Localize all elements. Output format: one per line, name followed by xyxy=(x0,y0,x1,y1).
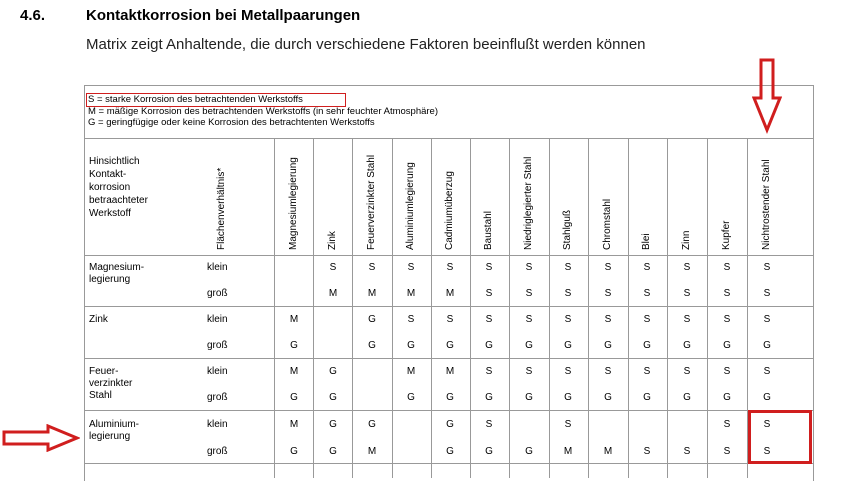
column-divider xyxy=(707,138,708,478)
matrix-cell: G xyxy=(723,340,731,351)
matrix-cell: G xyxy=(723,392,731,403)
column-header: Zinn xyxy=(681,230,692,250)
arrow-down-icon xyxy=(752,58,782,136)
ratio-value: klein xyxy=(207,314,228,325)
ratio-value: groß xyxy=(207,340,228,351)
column-header: Cadmiumüberzug xyxy=(444,171,455,250)
matrix-cell: G xyxy=(485,392,493,403)
matrix-cell: S xyxy=(485,419,493,430)
matrix-cell: G xyxy=(329,419,337,430)
matrix-cell: M xyxy=(289,419,299,430)
column-divider xyxy=(313,138,314,478)
column-header: Nichtrostender Stahl xyxy=(761,159,772,250)
column-header: Blei xyxy=(641,233,652,250)
matrix-cell: M xyxy=(289,314,299,325)
ratio-value: klein xyxy=(207,419,228,430)
matrix-cell: G xyxy=(446,419,454,430)
material-label: Magnesium- legierung xyxy=(89,262,145,285)
matrix-cell: S xyxy=(604,366,612,377)
matrix-cell: S xyxy=(525,288,533,299)
matrix-cell: S xyxy=(643,446,651,457)
matrix-cell: S xyxy=(643,366,651,377)
column-header: Chromstahl xyxy=(602,198,613,250)
column-divider xyxy=(588,138,589,478)
column-divider xyxy=(549,138,550,478)
highlight-box-nichtrostender-stahl xyxy=(748,410,812,464)
matrix-cell: S xyxy=(683,366,691,377)
matrix-cell: M xyxy=(406,366,416,377)
row-divider xyxy=(84,410,813,411)
matrix-cell: S xyxy=(368,262,376,273)
matrix-cell: S xyxy=(525,314,533,325)
matrix-cell: S xyxy=(564,288,572,299)
matrix-cell: G xyxy=(683,340,691,351)
row-header-label: Hinsichtlich Kontakt- korrosion betraachteter Werkstoff xyxy=(89,156,148,219)
arrow-right-icon xyxy=(2,424,80,452)
matrix-cell: S xyxy=(683,288,691,299)
ratio-column-header: Flächenverhältnis* xyxy=(216,167,227,250)
section-number: 4.6. xyxy=(20,7,46,24)
matrix-cell: S xyxy=(329,262,337,273)
matrix-cell: G xyxy=(368,314,376,325)
row-divider xyxy=(84,358,813,359)
matrix-cell: S xyxy=(525,366,533,377)
column-divider xyxy=(352,138,353,478)
material-label: Aluminium- legierung xyxy=(89,419,140,442)
matrix-cell: S xyxy=(604,288,612,299)
matrix-cell: G xyxy=(525,392,533,403)
matrix-cell: G xyxy=(368,340,376,351)
matrix-cell: S xyxy=(564,314,572,325)
column-divider xyxy=(470,138,471,478)
material-label: Zink xyxy=(89,314,108,325)
matrix-cell: S xyxy=(485,288,493,299)
matrix-cell: S xyxy=(485,366,493,377)
matrix-cell: S xyxy=(485,262,493,273)
matrix-cell: G xyxy=(564,392,572,403)
matrix-cell: G xyxy=(763,340,771,351)
matrix-cell: S xyxy=(564,366,572,377)
matrix-cell: S xyxy=(683,262,691,273)
matrix-cell: G xyxy=(564,340,572,351)
matrix-cell: G xyxy=(446,340,454,351)
matrix-cell: S xyxy=(763,419,771,430)
matrix-cell: M xyxy=(367,288,377,299)
column-header: Niedriglegierter Stahl xyxy=(523,156,534,250)
matrix-cell: S xyxy=(643,314,651,325)
matrix-cell: S xyxy=(643,262,651,273)
matrix-cell: G xyxy=(525,446,533,457)
matrix-cell: S xyxy=(763,366,771,377)
ratio-value: klein xyxy=(207,262,228,273)
matrix-cell: S xyxy=(763,314,771,325)
matrix-cell: S xyxy=(604,262,612,273)
column-header: Baustahl xyxy=(483,211,494,250)
legend-line-s: S = starke Korrosion des betrachtenden Werkstoffs xyxy=(88,94,303,105)
ratio-value: groß xyxy=(207,288,228,299)
column-divider xyxy=(628,138,629,478)
row-divider xyxy=(84,463,813,464)
matrix-cell: S xyxy=(643,288,651,299)
ratio-value: groß xyxy=(207,446,228,457)
matrix-cell: G xyxy=(329,366,337,377)
matrix-cell: S xyxy=(723,314,731,325)
matrix-cell: G xyxy=(329,446,337,457)
legend-highlight-box xyxy=(86,93,346,107)
material-label: Feuer- verzinkter Stahl xyxy=(89,366,133,401)
matrix-cell: G xyxy=(604,340,612,351)
matrix-cell: S xyxy=(683,446,691,457)
column-header: Kupfer xyxy=(721,220,732,250)
matrix-cell: S xyxy=(723,419,731,430)
matrix-cell: S xyxy=(723,288,731,299)
matrix-cell: G xyxy=(643,392,651,403)
matrix-cell: M xyxy=(445,366,455,377)
matrix-cell: S xyxy=(407,314,415,325)
column-header: Aluminiumlegierung xyxy=(405,162,416,250)
matrix-cell: S xyxy=(446,262,454,273)
matrix-cell: S xyxy=(564,419,572,430)
matrix-cell: G xyxy=(290,392,298,403)
matrix-cell: G xyxy=(329,392,337,403)
matrix-cell: G xyxy=(368,419,376,430)
matrix-cell: S xyxy=(763,446,771,457)
matrix-cell: G xyxy=(407,392,415,403)
section-subtitle: Matrix zeigt Anhaltende, die durch verschiedene Faktoren beeinflußt werden können xyxy=(86,36,646,53)
column-header: Zink xyxy=(327,231,338,250)
header-top-rule xyxy=(84,138,813,139)
column-divider xyxy=(667,138,668,478)
matrix-cell: M xyxy=(603,446,613,457)
matrix-cell: M xyxy=(367,446,377,457)
ratio-value: klein xyxy=(207,366,228,377)
matrix-cell: G xyxy=(446,392,454,403)
matrix-cell: S xyxy=(604,314,612,325)
matrix-cell: S xyxy=(485,314,493,325)
matrix-cell: G xyxy=(604,392,612,403)
column-divider xyxy=(392,138,393,478)
legend-line-m: M = mäßige Korrosion des betrachtenden Werkstoffs (in sehr feuchter Atmosphäre) xyxy=(88,105,438,117)
matrix-cell: G xyxy=(643,340,651,351)
matrix-cell: G xyxy=(290,340,298,351)
column-header: Stahlguß xyxy=(562,209,573,250)
ratio-value: groß xyxy=(207,392,228,403)
column-divider xyxy=(274,138,275,478)
matrix-cell: M xyxy=(328,288,338,299)
column-header: Magnesiumlegierung xyxy=(288,157,299,250)
matrix-cell: G xyxy=(763,392,771,403)
matrix-cell: S xyxy=(525,262,533,273)
section-title: Kontaktkorrosion bei Metallpaarungen xyxy=(86,7,361,24)
header-bottom-rule xyxy=(84,255,813,256)
row-divider xyxy=(84,306,813,307)
column-divider xyxy=(509,138,510,478)
matrix-cell: S xyxy=(564,262,572,273)
matrix-cell: G xyxy=(446,446,454,457)
legend-line-g: G = geringfügige oder keine Korrosion des betrachtenten Werkstoffs xyxy=(88,117,375,128)
matrix-cell: S xyxy=(446,314,454,325)
matrix-cell: M xyxy=(406,288,416,299)
matrix-cell: M xyxy=(563,446,573,457)
matrix-cell: G xyxy=(683,392,691,403)
column-header: Feuerverzinkter Stahl xyxy=(366,154,377,250)
matrix-cell: M xyxy=(289,366,299,377)
matrix-cell: G xyxy=(485,340,493,351)
matrix-cell: G xyxy=(407,340,415,351)
column-divider xyxy=(431,138,432,478)
matrix-cell: S xyxy=(407,262,415,273)
matrix-cell: G xyxy=(290,446,298,457)
matrix-cell: S xyxy=(723,262,731,273)
matrix-cell: S xyxy=(763,262,771,273)
matrix-cell: S xyxy=(723,366,731,377)
matrix-cell: S xyxy=(723,446,731,457)
matrix-cell: G xyxy=(525,340,533,351)
matrix-cell: S xyxy=(763,288,771,299)
matrix-cell: G xyxy=(485,446,493,457)
matrix-cell: M xyxy=(445,288,455,299)
matrix-cell: S xyxy=(683,314,691,325)
